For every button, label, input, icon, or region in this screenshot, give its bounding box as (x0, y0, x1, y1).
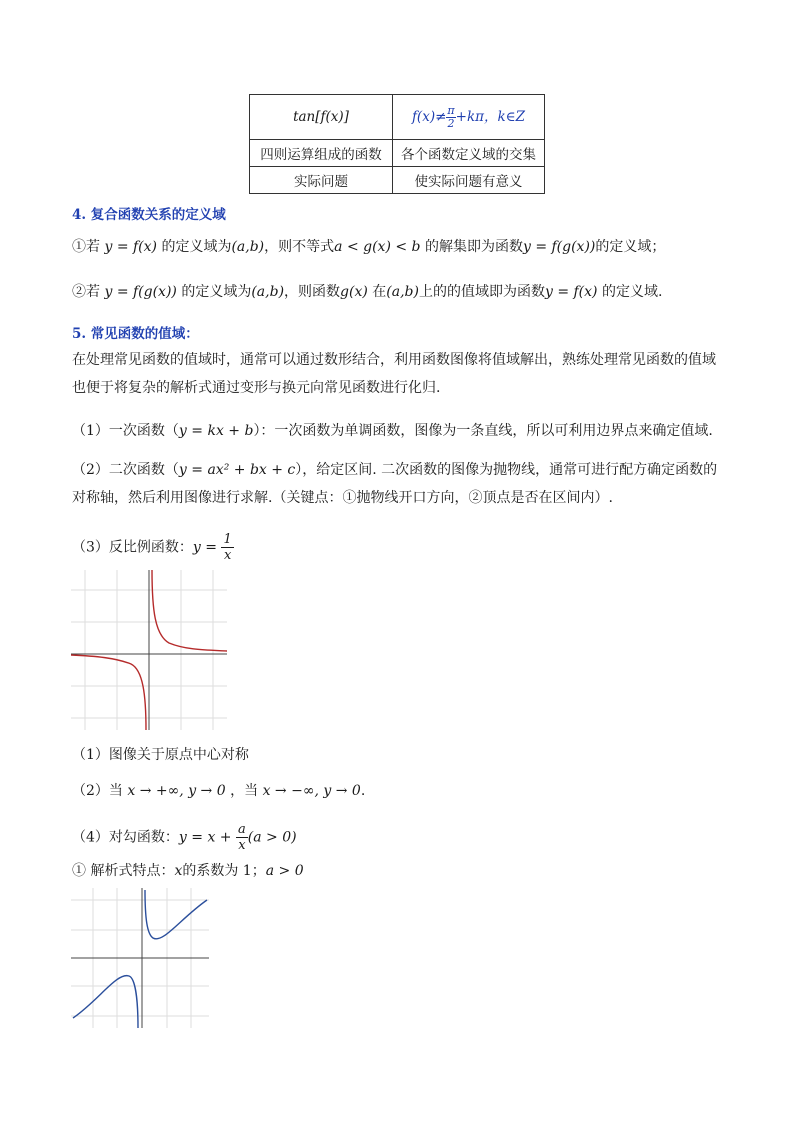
table-cell: 四则运算组成的函数 (250, 140, 393, 167)
table-cell: 使实际问题有意义 (393, 167, 545, 194)
linear-function-item: （1）一次函数（y = kx + b）：一次函数为单调函数，图像为一条直线，所以可利用边界点来确定值域. (72, 423, 713, 439)
fraction: $\frac{\pi}{2}$ (447, 103, 455, 130)
reciprocal-function-item: （3）反比例函数：y = $\frac{1}{x}$ (72, 532, 232, 563)
reciprocal-note-2: （2）当 x → +∞, y → 0 ，当 x → −∞, y → 0. (72, 783, 366, 799)
reciprocal-graph (71, 570, 227, 730)
composite-item-1: ①若 y = f(x) 的定义域为(a,b)，则不等式a < g(x) < b 的解集即为函数y = f(g(x))的定义域； (72, 239, 666, 255)
table-cell: f(x)≠ $\frac{\pi}{2}$ +kπ，k∈Z (393, 95, 545, 140)
hook-curve-right (145, 890, 207, 939)
graph-axes (71, 888, 209, 1028)
hook-note-1: ① 解析式特点：x的系数为 1；a > 0 (72, 863, 304, 879)
reciprocal-curve-left (71, 655, 146, 730)
fraction: $\frac{1}{x}$ (223, 532, 232, 563)
table-cell: 实际问题 (250, 167, 393, 194)
hook-function-graph (71, 888, 209, 1028)
table-row (250, 95, 545, 140)
reciprocal-curve-right (152, 570, 227, 651)
table-row (250, 140, 545, 167)
hook-function-item: （4）对勾函数：y = x + $\frac{a}{x}$ (a > 0) (72, 822, 297, 853)
quadratic-function-item: （2）二次函数（y = ax² + bx + c），给定区间. 二次函数的图像为抛物线，通常可进行配方确定函数的对称轴，然后利用图像进行求解.（关键点：①抛物线开口方向，②顶点是否在区间内）. (72, 462, 718, 506)
reciprocal-note-1: （1）图像关于原点中心对称 (72, 747, 249, 763)
composite-item-2: ②若 y = f(g(x)) 的定义域为(a,b)，则函数g(x) 在(a,b)上的的值域即为函数y = f(x) 的定义域. (72, 284, 663, 300)
section-heading: 4. 复合函数关系的定义域 (72, 207, 226, 223)
section-heading: 5. 常见函数的值域： (72, 326, 199, 342)
domain-table (249, 94, 545, 194)
table-cell: 各个函数定义域的交集 (393, 140, 545, 167)
hook-curve-left (73, 976, 138, 1028)
intro-paragraph: 在处理常见函数的值域时，通常可以通过数形结合，利用函数图像将值域解出，熟练处理常见函数的值域也便于将复杂的解析式通过变形与换元向常见函数进行化归. (72, 352, 716, 396)
table-row (250, 167, 545, 194)
table-cell: tan[f(x)] (250, 95, 393, 140)
fraction: $\frac{a}{x}$ (238, 822, 246, 853)
